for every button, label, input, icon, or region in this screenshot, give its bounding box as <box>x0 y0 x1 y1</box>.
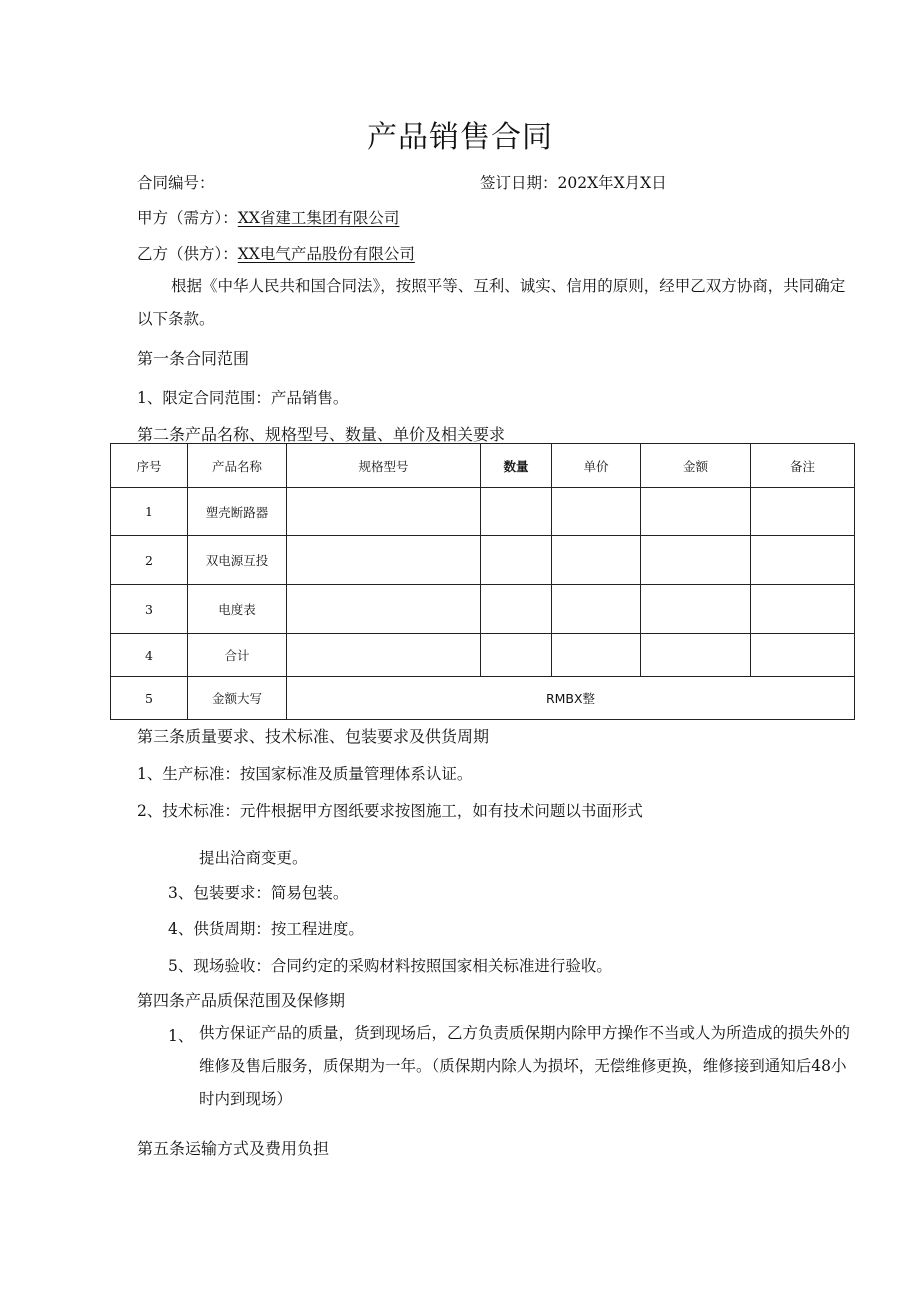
page-title: 产品销售合同 <box>367 120 553 155</box>
article-3-item-2-continued: 提出洽商变更。 <box>199 849 308 867</box>
row-unit-price <box>552 488 641 536</box>
party-b-label: 乙方（供方）： <box>137 245 238 263</box>
row-product-name: 塑壳断路器 <box>188 488 287 536</box>
header-cell-unit-price: 单价 <box>552 444 641 488</box>
row-product-name: 合计 <box>188 634 287 677</box>
table-row-total <box>111 634 855 677</box>
row-remark <box>751 585 855 634</box>
article-1-item-1: 1、限定合同范围：产品销售。 <box>137 389 349 407</box>
article-3-item-5: 5、现场验收：合同约定的采购材料按照国家相关标准进行验收。 <box>168 957 612 975</box>
table-row <box>111 536 855 585</box>
amount-in-words-value: RMBX整 <box>287 677 855 720</box>
contract-number-label: 合同编号： <box>137 174 215 192</box>
article-4-item-1-number: 1、 <box>168 1027 194 1045</box>
row-amount <box>641 634 751 677</box>
party-b <box>137 242 415 264</box>
article-5-heading: 第五条运输方式及费用负担 <box>137 1139 330 1158</box>
header-cell-no: 序号 <box>111 444 188 488</box>
row-quantity <box>481 585 552 634</box>
row-product-name: 电度表 <box>188 585 287 634</box>
row-no: 5 <box>111 677 188 720</box>
article-3-item-2: 2、技术标准：元件根据甲方图纸要求按图施工，如有技术问题以书面形式 <box>137 802 643 820</box>
row-remark <box>751 634 855 677</box>
row-quantity <box>481 634 552 677</box>
row-no: 3 <box>111 585 188 634</box>
article-2-heading: 第二条产品名称、规格型号、数量、单价及相关要求 <box>137 425 506 444</box>
row-spec <box>287 585 481 634</box>
row-product-name: 双电源互投 <box>188 536 287 585</box>
article-3-heading: 第三条质量要求、技术标准、包装要求及供货周期 <box>137 727 490 746</box>
row-unit-price <box>552 536 641 585</box>
row-spec <box>287 634 481 677</box>
article-4-item-1: 供方保证产品的质量，货到现场后，乙方负责质保期内除甲方操作不当或人为所造成的损失外的维修及售后服务，质保期为一年。（质保期内除人为损坏，无偿维修更换，维修接到通知后48小时内到现场） <box>199 1024 851 1108</box>
row-no: 1 <box>111 488 188 536</box>
header-cell-remark: 备注 <box>751 444 855 488</box>
row-product-name: 金额大写 <box>188 677 287 720</box>
header-cell-name: 产品名称 <box>188 444 287 488</box>
article-3-item-3: 3、包装要求：简易包装。 <box>168 884 349 902</box>
party-a-name: XX省建工集团有限公司 <box>237 209 400 227</box>
row-unit-price <box>552 585 641 634</box>
table-header-row <box>111 444 855 488</box>
product-table <box>110 443 855 720</box>
header-cell-spec: 规格型号 <box>287 444 481 488</box>
row-amount <box>641 536 751 585</box>
row-spec <box>287 536 481 585</box>
row-no: 2 <box>111 536 188 585</box>
header-cell-amount: 金额 <box>641 444 751 488</box>
row-no: 4 <box>111 634 188 677</box>
table-row-amount-in-words <box>111 677 855 720</box>
table-row <box>111 488 855 536</box>
table-row <box>111 585 855 634</box>
row-unit-price <box>552 634 641 677</box>
intro-paragraph: 根据《中华人民共和国合同法》，按照平等、互利、诚实、信用的原则，经甲乙双方协商，共同确定以下条款。 <box>137 277 846 328</box>
row-quantity <box>481 488 552 536</box>
header-cell-quantity: 数量 <box>481 444 552 488</box>
row-amount <box>641 488 751 536</box>
row-remark <box>751 536 855 585</box>
party-a <box>137 206 399 228</box>
row-spec <box>287 488 481 536</box>
row-amount <box>641 585 751 634</box>
article-3-item-4: 4、供货周期：按工程进度。 <box>168 920 364 938</box>
article-4-heading: 第四条产品质保范围及保修期 <box>137 991 346 1010</box>
article-1-heading: 第一条合同范围 <box>137 349 250 368</box>
party-a-label: 甲方（需方）： <box>137 209 238 227</box>
article-3-item-1: 1、生产标准：按国家标准及质量管理体系认证。 <box>137 765 473 783</box>
row-quantity <box>481 536 552 585</box>
sign-date: 签订日期：202X年X月X日 <box>480 174 667 192</box>
row-remark <box>751 488 855 536</box>
party-b-name: XX电气产品股份有限公司 <box>237 245 415 263</box>
